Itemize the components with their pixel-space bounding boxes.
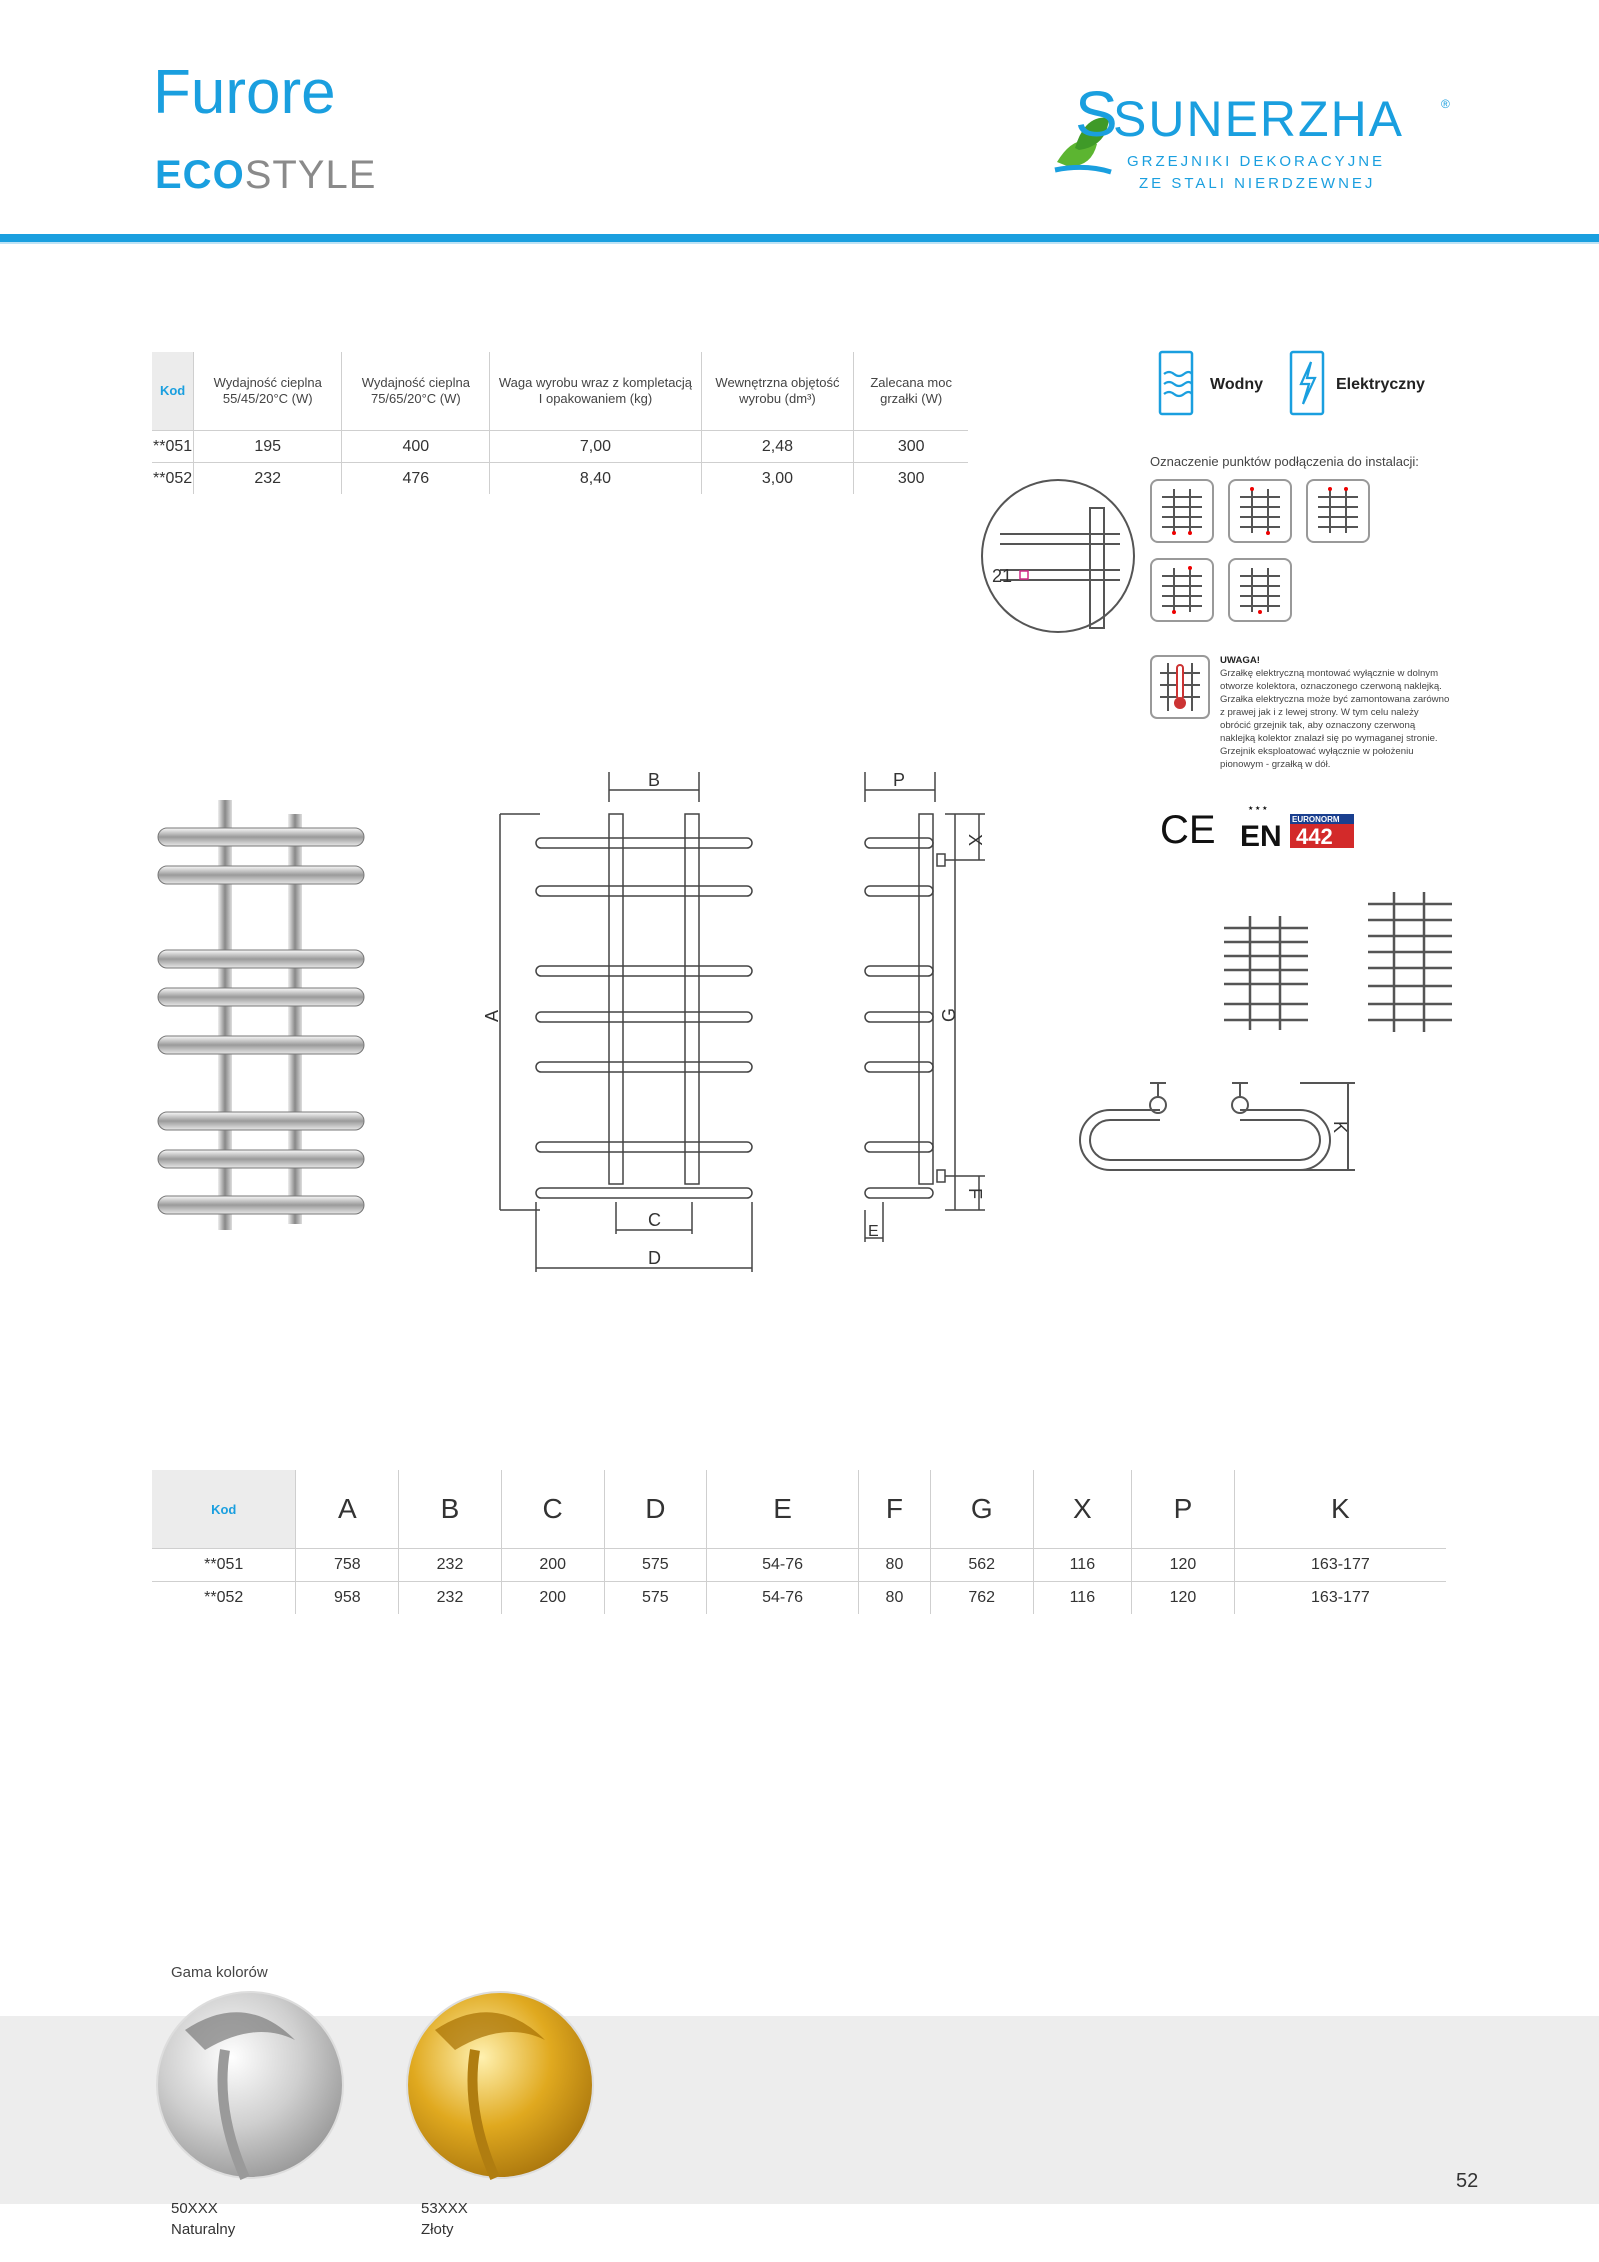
table-row: **051 758 232 200 575 54-76 80 562 116 120 163-177 — [152, 1549, 1446, 1582]
color-swatch-gold — [405, 1990, 595, 2180]
dim-label-e: E — [868, 1223, 879, 1240]
series-eco: ECO — [155, 153, 245, 197]
radiator-schematic-icon — [1308, 481, 1368, 541]
dim-table-header: Kod A B C D E F G X P K — [152, 1470, 1446, 1549]
side-dimension-drawing — [855, 762, 995, 1252]
dim-label-c: C — [648, 1210, 661, 1230]
warning-title: UWAGA! — [1220, 655, 1260, 666]
electric-heating-icon — [1289, 350, 1325, 416]
warning-body: Grzałkę elektryczną montować wyłącznie w dolnym otworze kolektora, oznaczonego czerwoną naklejką. Grzałka elektryczna może być zamontowana zarówno z prawej jak i z lewej strony. W tym celu należy obrócić grzejnik tak, aby oznaczony czerwoną naklejką kolektor znalazł się po wymaganej stronie. Grzejnik eksploatować wyłącznie w położeniu pionowym - grzałką w dół. — [1220, 667, 1450, 770]
svg-text:®: ® — [1441, 97, 1450, 111]
connection-heading: Oznaczenie punktów podłączenia do instalacji: — [1150, 454, 1419, 469]
color-name: Złoty — [421, 2221, 454, 2238]
header-divider-light — [0, 242, 1599, 244]
spec-table — [152, 352, 968, 494]
color-code: 50XXX — [171, 2200, 218, 2217]
dim-label-p: P — [893, 770, 906, 790]
dimension-table — [152, 1470, 1446, 1614]
spec-header-kod: Kod — [152, 352, 194, 431]
page-number: 52 — [1456, 2170, 1479, 2192]
logo-tagline-2: ZE STALI NIERDZEWNEJ — [1139, 175, 1376, 192]
water-heating-label: Wodny — [1210, 376, 1264, 393]
radiator-051-thumbnail — [1220, 912, 1312, 1034]
dim-label-d: D — [648, 1248, 661, 1268]
product-title: Furore — [153, 58, 336, 127]
table-row: **052 232 476 8,40 3,00 300 — [152, 463, 968, 495]
dim-label-g: G — [939, 1007, 959, 1022]
en-442-mark — [1240, 806, 1356, 852]
color-name: Naturalny — [171, 2221, 236, 2238]
svg-text:442: 442 — [1296, 824, 1333, 849]
connection-option-4 — [1150, 558, 1214, 622]
logo-s: S — [1075, 78, 1118, 150]
thermometer-warning-icon — [1150, 655, 1210, 719]
svg-text:EURONORM: EURONORM — [1292, 815, 1340, 824]
radiator-schematic-icon — [1230, 560, 1290, 620]
radiator-schematic-icon — [1152, 481, 1212, 541]
sunerzha-logo — [1045, 70, 1455, 200]
dim-label-k: K — [1330, 1121, 1350, 1134]
radiator-schematic-icon — [1230, 481, 1290, 541]
top-view-drawing — [1070, 1075, 1360, 1185]
header-divider — [0, 234, 1599, 242]
table-row: **051 195 400 7,00 2,48 300 — [152, 431, 968, 463]
connection-option-1 — [1150, 479, 1214, 543]
radiator-schematic-icon — [1152, 560, 1212, 620]
connection-detail-drawing — [980, 478, 1136, 634]
radiator-photo — [152, 800, 372, 1236]
front-dimension-drawing — [480, 762, 780, 1274]
svg-text:EN: EN — [1240, 820, 1282, 852]
water-heating-icon — [1158, 350, 1194, 416]
color-gold-label — [421, 2198, 468, 2240]
svg-text:★ ★ ★: ★ ★ ★ — [1248, 806, 1268, 812]
series-name — [155, 155, 376, 195]
connection-option-2 — [1228, 479, 1292, 543]
color-swatch-natural — [155, 1990, 345, 2180]
electric-heating-label: Elektryczny — [1336, 376, 1425, 393]
dim-label-f: F — [965, 1188, 985, 1199]
color-natural-label — [171, 2198, 235, 2240]
spec-header-volume: Wewnętrzna objętość wyrobu (dm³) — [701, 352, 854, 431]
spec-header-output-75: Wydajność cieplna 75/65/20°C (W) — [342, 352, 490, 431]
spec-header-output-55: Wydajność cieplna 55/45/20°C (W) — [194, 352, 342, 431]
connection-option-3 — [1306, 479, 1370, 543]
series-style: STYLE — [244, 153, 377, 197]
spec-table-header — [152, 352, 968, 431]
detail-dimension: 21 — [992, 566, 1013, 586]
dim-label-b: B — [648, 770, 661, 790]
table-row: **052 958 232 200 575 54-76 80 762 116 120 163-177 — [152, 1582, 1446, 1615]
colors-heading: Gama kolorów — [171, 1964, 268, 1981]
radiator-052-thumbnail — [1364, 888, 1456, 1036]
connection-option-5 — [1228, 558, 1292, 622]
logo-brand: SUNERZHA — [1113, 91, 1405, 147]
dim-label-x: X — [965, 834, 985, 847]
spec-header-heater-power: Zalecana moc grzałki (W) — [854, 352, 968, 431]
warning-note — [1220, 655, 1452, 771]
dim-label-a: A — [482, 1009, 502, 1022]
color-code: 53XXX — [421, 2200, 468, 2217]
ce-mark: CE — [1160, 808, 1216, 852]
spec-header-weight: Waga wyrobu wraz z kompletacją I opakowaniem (kg) — [490, 352, 701, 431]
logo-tagline-1: GRZEJNIKI DEKORACYJNE — [1127, 153, 1386, 170]
